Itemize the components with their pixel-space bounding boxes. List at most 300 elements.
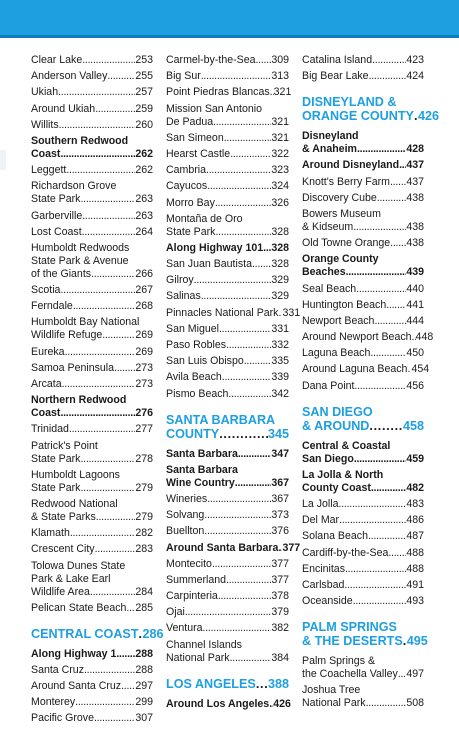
toc-entry <box>302 514 424 527</box>
entry-title-line: Around Ukiah <box>31 102 96 115</box>
entry-title-line: Solvang <box>166 509 205 522</box>
dot-leader <box>121 680 135 693</box>
dot-leader <box>102 329 135 342</box>
page-number: 269 <box>135 345 153 358</box>
dot-leader <box>228 388 271 401</box>
dot-leader <box>388 547 406 560</box>
page-number: 286 <box>142 626 164 641</box>
toc-entry <box>166 306 301 320</box>
page-number: 458 <box>402 418 424 433</box>
page-number: 267 <box>135 284 153 297</box>
entry-title-line: Carlsbad <box>302 578 345 591</box>
entry-title-line: Bowers Museum <box>302 207 381 220</box>
dot-leader <box>226 339 271 352</box>
toc-entry <box>31 423 153 436</box>
dot-leader <box>60 407 135 420</box>
dot-leader <box>366 697 407 710</box>
dot-leader <box>339 498 407 511</box>
dot-leader <box>114 362 135 375</box>
entry-title-line: Huntington Beach <box>302 298 387 311</box>
entry-title-line: La Jolla & North <box>302 468 384 481</box>
page-number: 378 <box>271 590 289 603</box>
entry-title-line: Trinidad <box>31 423 69 436</box>
page-number: 313 <box>271 70 289 83</box>
page-number: 326 <box>271 196 289 209</box>
dot-leader <box>357 143 406 156</box>
page-number: 288 <box>135 647 153 660</box>
entry-title-line: Ukiah <box>31 86 59 99</box>
entry-title-line: Around Laguna Beach <box>302 363 408 376</box>
dot-leader <box>354 453 407 466</box>
entry-title-line: LOS ANGELES <box>166 676 256 691</box>
entry-title-line: Laguna Beach <box>302 347 371 360</box>
dot-leader <box>377 192 407 205</box>
toc-entry <box>302 315 424 328</box>
toc-entry <box>31 712 153 725</box>
toc-entry <box>166 197 289 210</box>
dot-leader <box>58 86 135 99</box>
page-number: 278 <box>135 452 153 465</box>
entry-title-line: Park & Lake Earl <box>31 572 111 585</box>
dot-leader <box>95 103 135 116</box>
entry-title-line: Hearst Castle <box>166 147 231 160</box>
page-number: 508 <box>406 697 424 710</box>
toc-entry <box>31 103 153 116</box>
entry-title-line: Scotia <box>31 284 61 297</box>
entry-title-line: San Diego <box>302 452 354 465</box>
toc-entry <box>31 680 153 693</box>
page-number: 423 <box>406 54 424 66</box>
entry-title-line: Old Towne Orange <box>302 237 391 250</box>
entry-title-line: Point Piedras Blancas <box>166 86 270 99</box>
dot-leader <box>222 371 272 384</box>
page-number: 426 <box>273 697 291 710</box>
entry-title-line: San Miguel <box>166 322 219 335</box>
entry-title-line: Along Highway 1 <box>31 647 117 660</box>
toc-entry <box>31 316 153 342</box>
entry-title-line: County Coast <box>302 481 371 494</box>
entry-title-line: Anderson Valley <box>31 70 108 83</box>
entry-title-line: Summerland <box>166 573 227 586</box>
page-number: 495 <box>406 634 428 649</box>
toc-entry <box>31 54 153 67</box>
entry-title-line: Santa Barbara <box>166 463 238 476</box>
entry-title-line: Catalina Island <box>302 54 373 66</box>
page-number: 297 <box>135 680 153 693</box>
entry-title-line: Garberville <box>31 209 83 222</box>
toc-entry <box>302 579 424 592</box>
toc-entry <box>166 148 289 161</box>
page-number: 493 <box>406 595 424 608</box>
page-number: 324 <box>271 180 289 193</box>
dot-leader <box>94 712 135 725</box>
entry-title-line: & Kidseum <box>302 220 354 233</box>
page-number: 260 <box>135 118 153 131</box>
page-number: 264 <box>135 225 153 238</box>
toc-entry <box>166 493 289 506</box>
toc-subsection-entry <box>302 440 424 466</box>
page-number: 379 <box>271 606 289 619</box>
entry-title-line: Humboldt Bay National <box>31 316 140 329</box>
dot-leader <box>244 355 272 368</box>
dot-leader <box>204 509 271 522</box>
entry-title-line: Pinnacles National Park <box>166 306 279 319</box>
entry-title-line: ORANGE COUNTY <box>302 109 414 124</box>
dot-leader <box>206 164 271 177</box>
dot-leader <box>66 164 135 177</box>
dot-leader <box>65 346 136 359</box>
dot-leader <box>230 652 272 665</box>
entry-title-line: Newport Beach <box>302 314 375 327</box>
toc-entry <box>166 622 289 635</box>
header-color-band <box>0 0 459 38</box>
entry-title-line: Encinitas <box>302 562 345 575</box>
toc-entry <box>31 602 153 615</box>
entry-title-line: La Jolla <box>302 498 339 510</box>
page-number: 331 <box>271 322 289 335</box>
dot-leader <box>354 380 406 393</box>
page-number: 441 <box>406 298 424 311</box>
entry-title-line: Carpinteria <box>166 590 218 603</box>
dot-leader <box>368 530 406 543</box>
page-number: 255 <box>135 70 153 83</box>
page-number: 345 <box>267 426 289 441</box>
entry-title-line: Around Los Angeles <box>166 697 270 710</box>
page-number: 332 <box>271 339 289 351</box>
toc-entry <box>31 119 153 132</box>
page-number: 437 <box>406 159 424 172</box>
toc-entry <box>166 70 289 83</box>
dot-leader <box>238 448 271 461</box>
page-number: 276 <box>135 407 153 420</box>
dot-leader <box>90 586 135 599</box>
toc-entry <box>31 560 153 599</box>
dot-leader <box>345 563 406 576</box>
toc-subsection-entry <box>302 130 424 156</box>
entry-title-line: Cambria <box>166 164 207 177</box>
entry-title-line: Samoa Peninsula <box>31 361 115 374</box>
toc-column-3 <box>302 54 439 714</box>
dot-leader <box>80 453 135 466</box>
entry-title-line: State Park <box>166 225 216 238</box>
toc-subsection-entry <box>166 242 289 255</box>
entry-title-line: San Juan Bautista <box>166 258 252 271</box>
entry-title-line: Lost Coast <box>31 225 82 238</box>
dot-leader <box>82 210 135 223</box>
page-number: 321 <box>273 86 292 99</box>
entry-title-line: Redwood National <box>31 497 118 510</box>
toc-entry <box>302 347 424 360</box>
entry-title-line: Wildlife Area <box>31 585 90 598</box>
dot-leader <box>386 299 406 312</box>
dot-leader <box>185 606 271 619</box>
toc-entry <box>166 590 289 603</box>
dot-leader <box>252 258 271 271</box>
section-heading <box>166 413 289 441</box>
toc-entry <box>31 300 153 313</box>
page-number: 253 <box>135 54 153 66</box>
toc-entry <box>31 527 153 540</box>
entry-title-line: Patrick's Point <box>31 439 98 452</box>
page-number: 382 <box>271 622 289 635</box>
toc-entry <box>166 258 289 271</box>
page-number: 339 <box>271 371 289 384</box>
entry-title-line: Coast <box>31 147 61 160</box>
dot-leader <box>390 237 406 250</box>
entry-title-line: Morro Bay <box>166 196 215 209</box>
entry-title-line: State Park <box>31 452 81 465</box>
page-number: 483 <box>406 498 424 510</box>
entry-title-line: Monterey <box>31 696 76 709</box>
toc-entry <box>31 164 153 177</box>
page-number: 263 <box>135 209 153 222</box>
dot-leader <box>116 648 135 661</box>
entry-title-line: Klamath <box>31 527 70 540</box>
entry-title-line: Joshua Tree <box>302 684 361 697</box>
page-number: 335 <box>271 355 289 368</box>
dot-leader <box>80 193 135 206</box>
toc-entry <box>302 595 424 608</box>
toc-subsection-entry <box>31 648 153 661</box>
toc-entry <box>166 180 289 193</box>
dot-leader <box>374 315 406 328</box>
toc-entry <box>166 103 289 129</box>
page-number: 328 <box>271 258 289 271</box>
toc-entry <box>302 237 424 250</box>
entry-title-line: State Park <box>31 481 81 494</box>
page-number: 438 <box>406 237 424 250</box>
entry-title-line: San Luis Obispo <box>166 355 244 368</box>
page-number: 342 <box>271 387 289 400</box>
entry-title-line: Tolowa Dunes State <box>31 559 126 572</box>
dot-leader <box>369 419 403 433</box>
toc-entry <box>31 346 153 359</box>
dot-leader <box>371 482 406 495</box>
dot-leader <box>370 347 406 360</box>
toc-entry <box>302 563 424 576</box>
entry-title-line: Carmel-by-the-Sea <box>166 54 256 66</box>
page-number: 424 <box>406 70 424 83</box>
dot-leader <box>203 622 272 635</box>
section-heading <box>302 95 439 124</box>
entry-title-line: CENTRAL COAST <box>31 626 139 641</box>
entry-title-line: Along Highway 101 <box>166 241 264 254</box>
entry-title-line: Leggett <box>31 164 67 177</box>
page-number: 321 <box>271 115 289 128</box>
entry-title-line: Pismo Beach <box>166 387 229 400</box>
entry-title-line: Arcata <box>31 378 62 390</box>
page-number: 285 <box>135 601 153 614</box>
dot-leader <box>372 54 406 67</box>
page-number: 488 <box>406 562 424 575</box>
dot-leader <box>263 242 271 255</box>
toc-entry <box>166 86 292 99</box>
page-number: 456 <box>406 379 424 392</box>
toc-entry <box>302 283 424 296</box>
section-heading <box>302 620 428 649</box>
toc-entry <box>166 213 289 239</box>
dot-leader <box>60 284 135 297</box>
entry-title-line: Santa Barbara <box>166 447 238 460</box>
entry-title-line: Del Mar <box>302 514 340 527</box>
entry-title-line: Pacific Grove <box>31 712 94 725</box>
toc-entry <box>31 543 153 556</box>
page-number: 279 <box>135 481 153 494</box>
toc-entry <box>31 498 153 524</box>
entry-title-line: Oceanside <box>302 595 353 608</box>
page-number: 266 <box>135 267 153 280</box>
entry-title-line: Ventura <box>166 622 203 635</box>
page-number: 321 <box>271 131 289 144</box>
page-number: 262 <box>135 164 153 177</box>
dot-leader <box>107 70 135 83</box>
entry-title-line: the Coachella Valley <box>302 668 398 681</box>
toc-entry <box>166 371 289 384</box>
dot-leader <box>62 378 136 391</box>
page-number: 288 <box>135 663 153 676</box>
toc-entry <box>302 54 424 67</box>
toc-entry <box>166 132 289 145</box>
page-number: 273 <box>135 361 153 374</box>
page-number: 438 <box>406 191 424 204</box>
page-number: 279 <box>135 510 153 523</box>
toc-subsection-entry <box>166 698 289 711</box>
toc-subsection-entry <box>31 135 153 161</box>
dot-leader <box>207 493 271 506</box>
entry-title-line: National Park <box>302 697 366 710</box>
toc-entry <box>302 331 434 344</box>
page-number: 428 <box>406 143 424 156</box>
dot-leader <box>369 70 407 83</box>
toc-subsection-entry <box>166 448 289 461</box>
header-band-edge <box>0 35 459 38</box>
dot-leader <box>256 54 272 67</box>
entry-title-line: Cayucos <box>166 180 208 193</box>
page-number: 487 <box>406 530 424 543</box>
entry-title-line: Willits <box>31 118 59 131</box>
page-number: 377 <box>282 541 301 554</box>
dot-leader <box>82 226 136 239</box>
entry-title-line: Discovery Cube <box>302 191 377 204</box>
entry-title-line: Mission San Antonio <box>166 102 262 115</box>
toc-entry <box>302 176 424 189</box>
page-number: 373 <box>271 509 289 522</box>
page-number: 277 <box>135 423 153 436</box>
dot-leader <box>398 668 407 681</box>
toc-entry <box>166 509 289 522</box>
page-number: 263 <box>135 193 153 206</box>
toc-column-1 <box>31 54 164 729</box>
toc-subsection-entry <box>166 541 301 555</box>
dot-leader <box>73 300 136 313</box>
entry-title-line: Gilroy <box>166 274 194 287</box>
page-number: 437 <box>406 175 424 188</box>
entry-title-line: Big Sur <box>166 70 201 83</box>
toc-entry <box>31 86 153 99</box>
toc-entry <box>166 54 289 67</box>
dot-leader <box>339 514 406 527</box>
entry-title-line: Wineries <box>166 492 208 505</box>
section-heading <box>31 626 164 641</box>
dot-leader <box>224 132 272 145</box>
entry-title-line: Montaña de Oro <box>166 212 243 225</box>
toc-column-2 <box>166 54 301 714</box>
dot-leader <box>344 579 406 592</box>
entry-title-line: & AROUND <box>302 418 370 433</box>
toc-subsection-entry <box>31 394 153 420</box>
dot-leader <box>226 574 271 587</box>
entry-title-line: Orange County <box>302 253 379 266</box>
dot-leader <box>353 595 407 608</box>
entry-title-line: & THE DESERTS <box>302 634 403 649</box>
page-number: 273 <box>135 378 153 390</box>
dot-leader <box>80 482 135 495</box>
toc-entry <box>31 696 153 709</box>
page-number: 440 <box>406 282 424 295</box>
dot-leader <box>212 558 271 571</box>
toc-entry <box>166 355 289 368</box>
dot-leader <box>91 268 135 281</box>
dot-leader <box>69 423 135 436</box>
page-number: 307 <box>135 712 153 725</box>
dot-leader <box>353 221 406 234</box>
page-number: 257 <box>135 86 153 99</box>
toc-entry <box>31 70 153 83</box>
section-heading <box>302 405 424 433</box>
dot-leader <box>399 159 406 172</box>
page-number: 454 <box>411 363 430 376</box>
entry-title-line: & Anaheim <box>302 143 357 156</box>
entry-title-line: Northern Redwood <box>31 394 127 407</box>
entry-title-line: Wine Country <box>166 476 235 489</box>
entry-title-line: National Park <box>166 651 230 664</box>
page-number: 259 <box>135 102 153 115</box>
dot-leader <box>218 590 271 603</box>
entry-title-line: Seal Beach <box>302 282 357 295</box>
entry-title-line: Southern Redwood <box>31 134 129 147</box>
entry-title-line: De Padua <box>166 115 214 128</box>
toc-entry <box>31 378 153 391</box>
entry-title-line: Montecito <box>166 557 212 570</box>
entry-title-line: Richardson Grove <box>31 180 117 193</box>
toc-entry <box>166 574 289 587</box>
dot-leader <box>207 180 271 193</box>
dot-leader <box>82 54 135 67</box>
entry-title-line: Crescent City <box>31 543 95 556</box>
page-number: 388 <box>267 676 289 691</box>
entry-title-line: Eureka <box>31 345 65 358</box>
page-number: 329 <box>271 274 289 287</box>
dot-leader <box>204 525 271 538</box>
toc-subsection-entry <box>166 464 289 490</box>
entry-title-line: DISNEYLAND & <box>302 95 397 110</box>
toc-entry <box>302 70 424 83</box>
entry-title-line: Humboldt Lagoons <box>31 468 120 481</box>
toc-entry <box>31 242 153 281</box>
dot-leader <box>60 148 135 161</box>
toc-entry <box>166 558 289 571</box>
page-number: 329 <box>271 290 289 303</box>
page-number: 438 <box>406 220 424 233</box>
toc-entry <box>31 226 153 239</box>
dot-leader <box>213 116 271 129</box>
toc-entry <box>302 547 424 560</box>
page-number: 268 <box>135 300 153 313</box>
page-number: 450 <box>406 347 424 360</box>
page-number: 309 <box>271 54 289 66</box>
page-number: 284 <box>135 585 153 598</box>
page-number: 367 <box>271 492 289 505</box>
